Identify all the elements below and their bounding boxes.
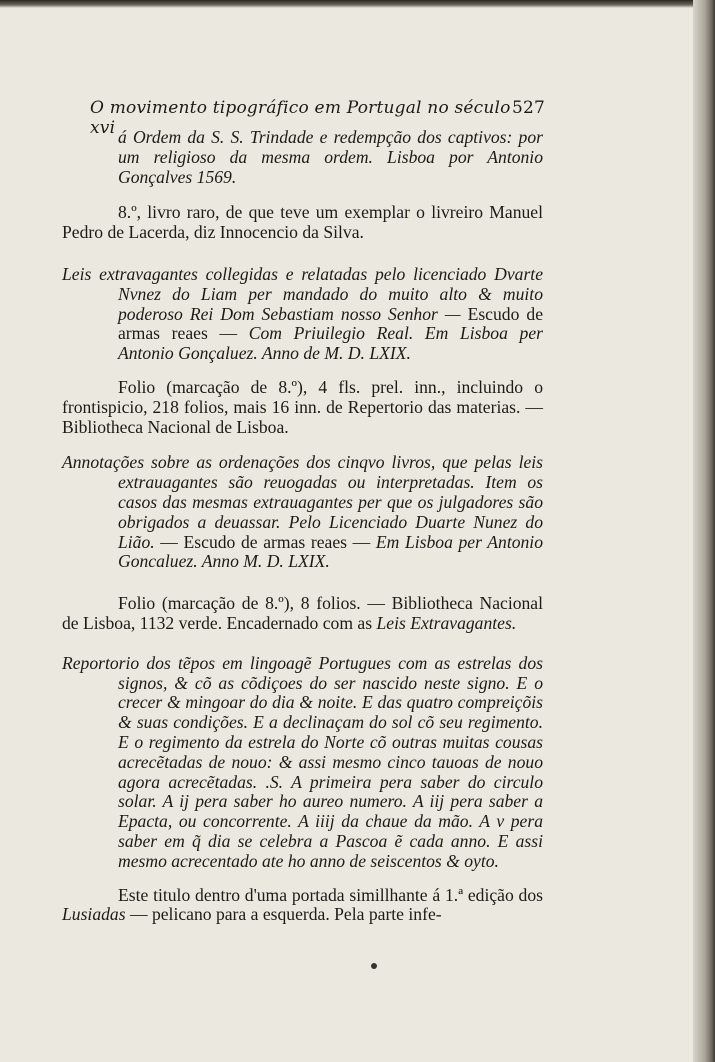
collation-note-text: Folio (marcação de 8.º), 8 folios. — Bibliotheca Nacional de Lisboa, 1132 verde. Encadernado com as [62,593,543,633]
running-title: O movimento tipográfico em Portugal no século xvi [90,98,511,138]
page-gutter-edge [693,0,715,1062]
title-italic-part: Leis extravagantes collegidas e relatadas pelo licenciado Dvarte Nvnez do Liam per mandado do muito alto & muito poderoso Rei Dom Sebastiam nosso Senhor — [62,263,543,324]
page-number: 527 [511,98,545,118]
description-text: Este titulo dentro d'uma portada simillhante á 1.ª edição dos [118,884,543,905]
title-imprint: Em Lisboa per Antonio Goncaluez. Anno M. D. LXIX. [118,531,543,572]
entry-title-reportorio [62,654,543,872]
title-italic-part: Annotações sobre as ordenações dos cinqvo livros, que pelas leis extrauagantes são reuogadas ou interpretadas. Item os casos das mesmas extrauagantes per que os julgadores são obrigados a deuassar. Pelo Licenciado Duarte Nunez do Lião. [62,452,543,552]
collation-note-italic: Leis Extravagantes. [376,612,517,633]
collation-note [62,594,543,634]
entry-continuation [62,128,543,187]
description-note [62,886,543,926]
description-text-end: — pelicano para a esquerda. Pela parte infe- [125,904,442,925]
title-imprint: Com Priuilegio Real. Em Lisboa per Antonio Gonçaluez. Anno de M. D. LXIX. [118,323,544,364]
collation-note-text: Folio (marcação de 8.º), 4 fls. prel. inn., incluindo o frontispicio, 218 folios, mais 16 inn. de Repertorio das materias. — Bibliotheca Nacional de Lisboa. [62,376,543,437]
collation-note [62,378,543,437]
title-italic-part: Reportorio dos tẽpos em lingoagẽ Portugues com as estrelas dos signos, & cõ as cõdiçoes do ser nascido neste signo. E o crecer & mingoar do dia & noite. E das quatro compreiçõis & suas condições. E a declinaçam do sol cõ seu regimento. E o regimento da estrela do Norte cõ outras muitas cousas acrecẽtadas de nouo: & assi mesmo cinco tauoas de nouo agora acrecẽtadas. .S. A primeira pera saber do circulo solar. A ij pera saber ho aureo numero. A iij pera saber a Epacta, ou concorrente. A iiij da chaue da mão. A v pera saber em q̃ dia se celebra a Pascoa ẽ cada anno. E assi mesmo acrecentado ate ho anno de seiscentos & oyto. [62,652,543,871]
description-italic: Lusiadas [62,904,126,925]
ink-mark [371,963,377,969]
page-top-shadow [0,0,715,8]
entry-title-annotacoes [62,453,543,572]
bibliographic-note [62,203,543,243]
entry-title-leis [62,265,543,364]
entry-continuation-text: á Ordem da S. S. Trindade e redempção dos captivos: por um religioso da mesma ordem. Lisboa por Antonio Gonçalves 1569. [118,127,543,187]
title-roman-part: Escudo de armas reaes — [118,303,543,344]
page-body [62,128,543,941]
title-roman-part: — Escudo de armas reaes — [154,531,376,552]
bibliographic-note-text: 8.º, livro raro, de que teve um exemplar o livreiro Manuel Pedro de Lacerda, diz Innocencio da Silva. [62,202,543,243]
